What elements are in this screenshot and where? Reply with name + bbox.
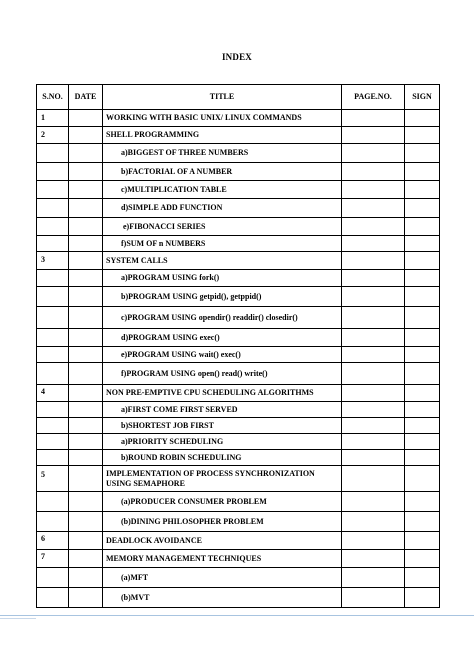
row-date xyxy=(69,218,103,236)
row-page-no xyxy=(342,466,405,492)
row-date xyxy=(69,418,103,434)
row-title: (b)MVT xyxy=(103,588,342,608)
table-row xyxy=(37,588,440,608)
row-date xyxy=(69,434,103,450)
row-page-no xyxy=(342,110,405,127)
row-date xyxy=(69,466,103,492)
row-date xyxy=(69,385,103,402)
row-sno xyxy=(37,347,69,363)
row-sno: 7 xyxy=(37,550,69,568)
row-date xyxy=(69,252,103,270)
header-sign: SIGN xyxy=(405,85,440,110)
row-date xyxy=(69,363,103,385)
table-row xyxy=(37,568,440,588)
row-sno: 1 xyxy=(37,110,69,127)
row-date xyxy=(69,307,103,329)
row-page-no xyxy=(342,402,405,418)
row-sign xyxy=(405,492,440,512)
row-date xyxy=(69,127,103,144)
table-row xyxy=(37,163,440,181)
row-date xyxy=(69,347,103,363)
header-title: TITLE xyxy=(103,85,342,110)
row-date xyxy=(69,144,103,163)
table-row xyxy=(37,270,440,287)
row-page-no xyxy=(342,532,405,550)
row-title: b)ROUND ROBIN SCHEDULING xyxy=(103,450,342,466)
row-sign xyxy=(405,512,440,532)
row-sign xyxy=(405,450,440,466)
row-page-no xyxy=(342,307,405,329)
row-title: (a)MFT xyxy=(103,568,342,588)
row-sign xyxy=(405,402,440,418)
row-title: f)PROGRAM USING open() read() write() xyxy=(103,363,342,385)
row-sno xyxy=(37,329,69,347)
row-sign xyxy=(405,163,440,181)
table-row xyxy=(37,385,440,402)
row-date xyxy=(69,492,103,512)
row-title: DEADLOCK AVOIDANCE xyxy=(103,532,342,550)
row-sno xyxy=(37,450,69,466)
row-sno xyxy=(37,402,69,418)
row-sno: 2 xyxy=(37,127,69,144)
row-title: a)PRIORITY SCHEDULING xyxy=(103,434,342,450)
table-row xyxy=(37,218,440,236)
table-row xyxy=(37,363,440,385)
row-page-no xyxy=(342,329,405,347)
table-row xyxy=(37,450,440,466)
header-date: DATE xyxy=(69,85,103,110)
row-title: d)SIMPLE ADD FUNCTION xyxy=(103,199,342,218)
row-title: e)FIBONACCI SERIES xyxy=(103,218,342,236)
row-sign xyxy=(405,385,440,402)
row-title: SYSTEM CALLS xyxy=(103,252,342,270)
row-sign xyxy=(405,181,440,199)
row-title: a)PROGRAM USING fork() xyxy=(103,270,342,287)
row-page-no xyxy=(342,347,405,363)
row-sign xyxy=(405,363,440,385)
row-page-no xyxy=(342,588,405,608)
row-page-no xyxy=(342,270,405,287)
row-sno xyxy=(37,163,69,181)
row-sno xyxy=(37,287,69,307)
row-page-no xyxy=(342,287,405,307)
row-title: e)PROGRAM USING wait() exec() xyxy=(103,347,342,363)
row-sign xyxy=(405,434,440,450)
row-sno xyxy=(37,492,69,512)
row-date xyxy=(69,532,103,550)
row-date xyxy=(69,181,103,199)
row-title: f)SUM OF n NUMBERS xyxy=(103,236,342,252)
row-page-no xyxy=(342,363,405,385)
row-page-no xyxy=(342,550,405,568)
row-sign xyxy=(405,287,440,307)
row-date xyxy=(69,287,103,307)
row-sign xyxy=(405,144,440,163)
row-page-no xyxy=(342,199,405,218)
table-row xyxy=(37,512,440,532)
table-row xyxy=(37,287,440,307)
row-date xyxy=(69,329,103,347)
row-sign xyxy=(405,329,440,347)
row-sign xyxy=(405,466,440,492)
table-row xyxy=(37,418,440,434)
row-page-no xyxy=(342,236,405,252)
row-date xyxy=(69,568,103,588)
row-date xyxy=(69,550,103,568)
row-title: NON PRE-EMPTIVE CPU SCHEDULING ALGORITHMS xyxy=(103,385,342,402)
table-row xyxy=(37,307,440,329)
row-sign xyxy=(405,347,440,363)
row-sno: 3 xyxy=(37,252,69,270)
row-page-no xyxy=(342,418,405,434)
row-sign xyxy=(405,110,440,127)
row-page-no xyxy=(342,144,405,163)
row-sno xyxy=(37,307,69,329)
row-title: d)PROGRAM USING exec() xyxy=(103,329,342,347)
row-date xyxy=(69,110,103,127)
row-date xyxy=(69,588,103,608)
row-page-no xyxy=(342,163,405,181)
table-row xyxy=(37,347,440,363)
table-row xyxy=(37,252,440,270)
row-date xyxy=(69,270,103,287)
row-sno xyxy=(37,418,69,434)
row-page-no xyxy=(342,252,405,270)
row-sign xyxy=(405,127,440,144)
row-page-no xyxy=(342,385,405,402)
row-sno: 5 xyxy=(37,466,69,492)
row-sign xyxy=(405,588,440,608)
row-date xyxy=(69,199,103,218)
row-page-no xyxy=(342,181,405,199)
table-row xyxy=(37,402,440,418)
row-page-no xyxy=(342,218,405,236)
row-sno: 4 xyxy=(37,385,69,402)
footer-rule-accent xyxy=(0,618,36,619)
row-sign xyxy=(405,418,440,434)
index-table xyxy=(36,84,440,608)
row-sno xyxy=(37,270,69,287)
row-sign xyxy=(405,532,440,550)
row-title: c)PROGRAM USING opendir() readdir() closedir() xyxy=(103,307,342,329)
row-title: WORKING WITH BASIC UNIX/ LINUX COMMANDS xyxy=(103,110,342,127)
table-row xyxy=(37,329,440,347)
row-title: SHELL PROGRAMMING xyxy=(103,127,342,144)
row-sign xyxy=(405,568,440,588)
row-sign xyxy=(405,199,440,218)
table-row xyxy=(37,144,440,163)
row-title: b)SHORTEST JOB FIRST xyxy=(103,418,342,434)
row-date xyxy=(69,512,103,532)
row-date xyxy=(69,450,103,466)
row-page-no xyxy=(342,492,405,512)
row-sno xyxy=(37,236,69,252)
table-row xyxy=(37,110,440,127)
page-title: INDEX xyxy=(221,52,252,62)
row-sign xyxy=(405,252,440,270)
row-page-no xyxy=(342,434,405,450)
row-page-no xyxy=(342,568,405,588)
table-row xyxy=(37,550,440,568)
row-page-no xyxy=(342,512,405,532)
row-sno xyxy=(37,363,69,385)
row-sign xyxy=(405,218,440,236)
row-sign xyxy=(405,550,440,568)
row-title: MEMORY MANAGEMENT TECHNIQUES xyxy=(103,550,342,568)
row-sign xyxy=(405,270,440,287)
row-sign xyxy=(405,236,440,252)
row-page-no xyxy=(342,127,405,144)
row-page-no xyxy=(342,450,405,466)
row-sno xyxy=(37,512,69,532)
row-sno xyxy=(37,181,69,199)
footer-rule xyxy=(0,615,474,616)
table-row xyxy=(37,199,440,218)
row-title: b)FACTORIAL OF A NUMBER xyxy=(103,163,342,181)
row-sno xyxy=(37,218,69,236)
row-title: a)BIGGEST OF THREE NUMBERS xyxy=(103,144,342,163)
row-date xyxy=(69,402,103,418)
row-date xyxy=(69,163,103,181)
row-sno xyxy=(37,434,69,450)
row-title: a)FIRST COME FIRST SERVED xyxy=(103,402,342,418)
row-title: (b)DINING PHILOSOPHER PROBLEM xyxy=(103,512,342,532)
row-date xyxy=(69,236,103,252)
header-page-no: PAGE.NO. xyxy=(342,85,405,110)
row-sno xyxy=(37,588,69,608)
row-title: c)MULTIPLICATION TABLE xyxy=(103,181,342,199)
header-row xyxy=(37,85,440,110)
row-title: IMPLEMENTATION OF PROCESS SYNCHRONIZATION USING SEMAPHORE xyxy=(103,466,342,492)
row-title: b)PROGRAM USING getpid(), getppid() xyxy=(103,287,342,307)
header-sno: S.NO. xyxy=(37,85,69,110)
table-row xyxy=(37,127,440,144)
row-sno xyxy=(37,568,69,588)
row-sno xyxy=(37,144,69,163)
row-title: (a)PRODUCER CONSUMER PROBLEM xyxy=(103,492,342,512)
table-row xyxy=(37,492,440,512)
row-sno xyxy=(37,199,69,218)
table-row xyxy=(37,532,440,550)
table-row xyxy=(37,466,440,492)
table-row xyxy=(37,434,440,450)
row-sno: 6 xyxy=(37,532,69,550)
row-sign xyxy=(405,307,440,329)
table-row xyxy=(37,181,440,199)
table-row xyxy=(37,236,440,252)
